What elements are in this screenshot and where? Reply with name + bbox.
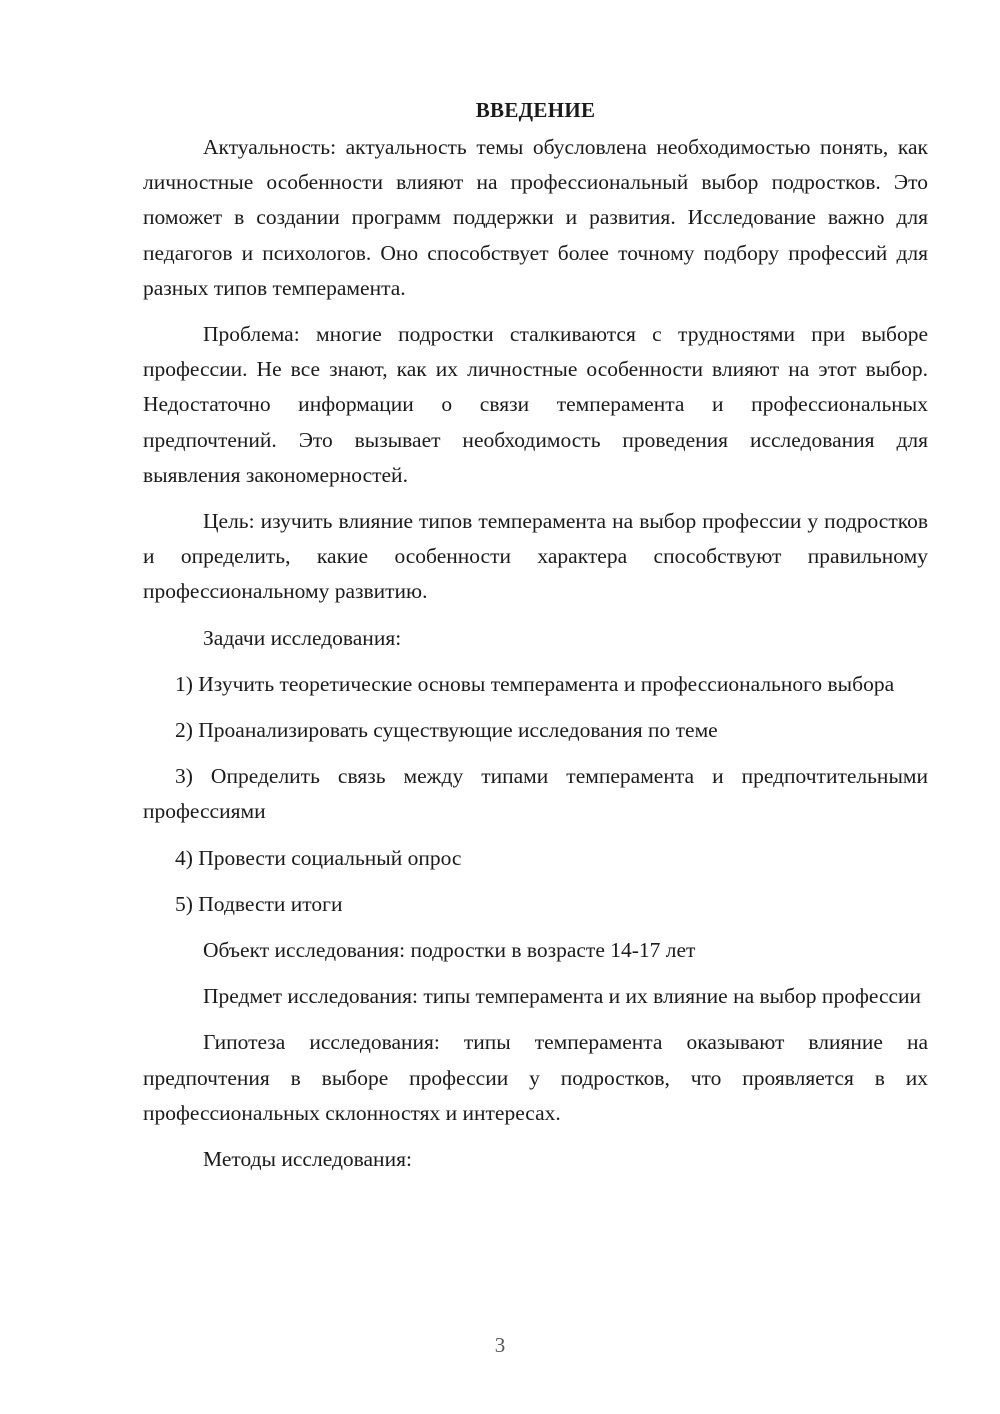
paragraph-problem: Проблема: многие подростки сталкиваются с трудностями при выборе профессии. Не все знают, как их личностные особенности влияют на этот выбор. Недостаточно информации о связи темперамента и профессиональных предпочтений. Это вызывает необходимость проведения исследования для выявления закономерностей. [143,322,928,487]
task-item-1: 1) Изучить теоретические основы темперамента и профессионального выбора [175,671,895,696]
paragraph-subject: Предмет исследования: типы темперамента и их влияние на выбор профессии [203,984,922,1009]
task-item-5: 5) Подвести итоги [175,891,343,916]
paragraph-object: Объект исследования: подростки в возрасте 14-17 лет [203,938,696,963]
page-number: 3 [494,1333,506,1357]
task-item-4: 4) Провести социальный опрос [175,845,462,870]
section-heading: ВВЕДЕНИЕ [475,98,596,122]
task-item-2: 2) Проанализировать существующие исследования по теме [175,718,718,743]
paragraph-methods: Методы исследования: [203,1147,412,1172]
paragraph-hypothesis: Гипотеза исследования: типы темперамента оказывают влияние на предпочтения в выборе профессии у подростков, что проявляется в их профессиональных склонностях и интересах. [143,1030,928,1125]
task-item-3: 3) Определить связь между типами темперамента и предпочтительными профессиями [143,764,928,824]
document-page [143,95,928,1188]
paragraph-tasks-title: Задачи исследования: [203,625,402,650]
paragraph-goal: Цель: изучить влияние типов темперамента на выбор профессии у подростков и определить, какие особенности характера способствуют правильному профессиональному развитию. [143,509,928,604]
paragraph-relevance: Актуальность: актуальность темы обусловлена необходимостью понять, как личностные особенности влияют на профессиональный выбор подростков. Это поможет в создании программ поддержки и развития. Исследование важно для педагогов и психологов. Оно способствует более точному подбору профессий для разных типов темперамента. [143,135,928,300]
